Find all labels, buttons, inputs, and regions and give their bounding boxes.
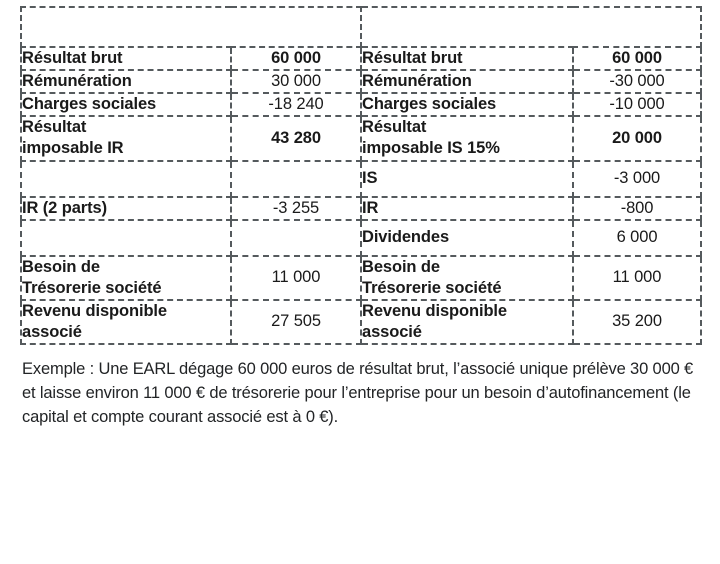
row-label: IR bbox=[361, 197, 573, 220]
row-value: -10 000 bbox=[573, 93, 701, 116]
row-label-empty bbox=[21, 220, 231, 256]
row-label: Résultat brut bbox=[361, 47, 573, 70]
table-row bbox=[21, 197, 701, 220]
table-row bbox=[21, 220, 701, 256]
table-row bbox=[21, 161, 701, 197]
row-value: 60 000 bbox=[573, 47, 701, 70]
row-label: Rémunération bbox=[361, 70, 573, 93]
table-row bbox=[21, 93, 701, 116]
example-footnote: Exemple : Une EARL dégage 60 000 euros de résultat brut, l’associé unique prélève 30 000 € et laisse environ 11 000 € de trésorerie pour l’entreprise pour un besoin d’autofinancement (le capital et compte courant associé est à 0 €). bbox=[22, 360, 694, 426]
row-value-empty bbox=[231, 161, 361, 197]
ir-is-comparison-table bbox=[20, 6, 702, 345]
row-value: 35 200 bbox=[573, 300, 701, 344]
row-label: Revenu disponible associé bbox=[21, 300, 231, 344]
row-value: 27 505 bbox=[231, 300, 361, 344]
row-label: Besoin de Trésorerie société bbox=[21, 256, 231, 300]
table-row bbox=[21, 256, 701, 300]
row-value: -800 bbox=[573, 197, 701, 220]
row-label: Besoin de Trésorerie société bbox=[361, 256, 573, 300]
row-value: -30 000 bbox=[573, 70, 701, 93]
row-label: Revenu disponible associé bbox=[361, 300, 573, 344]
row-value: 11 000 bbox=[231, 256, 361, 300]
row-label-empty bbox=[21, 161, 231, 197]
table-row bbox=[21, 70, 701, 93]
row-value: -3 255 bbox=[231, 197, 361, 220]
row-value: 6 000 bbox=[573, 220, 701, 256]
row-value: -18 240 bbox=[231, 93, 361, 116]
table-row bbox=[21, 47, 701, 70]
table-row bbox=[21, 116, 701, 160]
row-value: 20 000 bbox=[573, 116, 701, 160]
column-header-societe-is: Société à l’IS bbox=[361, 7, 701, 47]
row-value: 43 280 bbox=[231, 116, 361, 160]
table-row bbox=[21, 300, 701, 344]
row-label: Rémunération bbox=[21, 70, 231, 93]
table-body bbox=[21, 47, 701, 344]
table-header-row bbox=[21, 7, 701, 47]
column-header-societe-ir: Société à l’IR bbox=[21, 7, 361, 47]
row-label: Charges sociales bbox=[21, 93, 231, 116]
table-header bbox=[21, 7, 701, 47]
row-value: 11 000 bbox=[573, 256, 701, 300]
row-label: IS bbox=[361, 161, 573, 197]
row-label: Résultat brut bbox=[21, 47, 231, 70]
row-label: Charges sociales bbox=[361, 93, 573, 116]
row-value: 60 000 bbox=[231, 47, 361, 70]
row-value: 30 000 bbox=[231, 70, 361, 93]
row-value-empty bbox=[231, 220, 361, 256]
row-label: Dividendes bbox=[361, 220, 573, 256]
row-label: IR (2 parts) bbox=[21, 197, 231, 220]
row-label: Résultat imposable IS 15% bbox=[361, 116, 573, 160]
row-value: -3 000 bbox=[573, 161, 701, 197]
row-label: Résultat imposable IR bbox=[21, 116, 231, 160]
